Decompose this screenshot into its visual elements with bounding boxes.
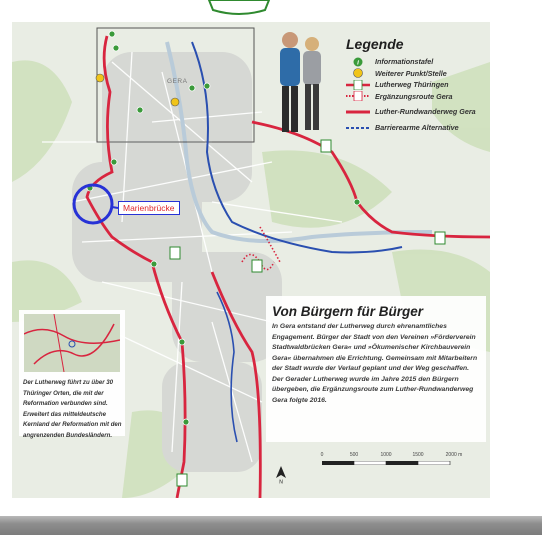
lutherweg-shield-icon — [207, 0, 271, 16]
info-title: Von Bürgern für Bürger — [272, 304, 424, 319]
svg-text:i: i — [357, 59, 359, 67]
barrierearm-line-icon — [346, 123, 370, 133]
scale-tick: 1000 — [380, 452, 392, 458]
legend-title: Legende — [346, 36, 404, 52]
point-circle-icon — [346, 68, 370, 78]
map-legend — [346, 36, 486, 134]
ergaenzung-line-icon — [346, 91, 370, 101]
legend-label: Ergänzungsroute Gera — [375, 91, 453, 101]
couple-photo — [270, 26, 332, 138]
bottom-bar — [0, 516, 542, 535]
marienbruecke-label[interactable]: Marienbrücke — [118, 201, 180, 215]
overview-inset — [19, 310, 125, 439]
scale-bar-graphic — [322, 461, 452, 465]
legend-item-punkt — [346, 68, 486, 80]
legend-label: Luther-Rundwanderweg Gera — [375, 107, 476, 116]
info-panel — [266, 296, 486, 442]
info-circle-icon — [346, 57, 370, 67]
north-arrow-icon — [274, 466, 288, 484]
north-label: N — [279, 479, 283, 484]
legend-item-barrierearm — [346, 122, 486, 134]
legend-label: Informationstafel — [375, 57, 434, 67]
scale-tick: 1500 — [412, 452, 424, 458]
legend-item-infotafel — [346, 56, 486, 68]
info-body: In Gera entstand der Lutherweg durch ehrenamtliches Engagement. Bürger der Stadt von den Vereinen »Förderverein Stadtwaldbrücken Gera« und »Ökumenischer Kirchbauverein Gera« übernahmen die Errichtung. Gemeinsam mit Mitarbeitern der Stadt wurde der Verlauf geplant und der Weg geschaffen. Der Gerader Lutherweg wurde im Jahre 2015 den Bürgern übergeben, die Ergänzungsroute zum Luther-Rundwanderweg Gera folgte 2016. — [272, 323, 478, 404]
city-label: GERA — [167, 78, 188, 85]
legend-item-lutherweg — [346, 79, 486, 91]
legend-label: Barrierearme Alternative — [375, 123, 459, 133]
scale-bar — [322, 452, 482, 482]
overview-inset-map — [24, 314, 120, 372]
legend-label: Weiterer Punkt/Stelle — [375, 68, 447, 78]
scale-tick: 500 — [349, 452, 359, 458]
scale-tick: 2000 m — [445, 452, 463, 458]
legend-item-rundwanderweg — [346, 102, 486, 122]
overview-inset-text: Der Lutherweg führt zu über 30 Thüringer Orten, die mit der Reformation verbunden sind. Erweitert das mitteldeutsche Kernland der Reformation mit den angrenzenden Bundesländern. — [23, 379, 122, 439]
scale-tick: 0 — [320, 452, 324, 458]
lutherweg-line-icon — [346, 80, 370, 90]
legend-label: Lutherweg Thüringen — [375, 80, 449, 90]
rundwanderweg-line-icon — [346, 107, 370, 117]
legend-item-ergaenzung — [346, 91, 486, 103]
